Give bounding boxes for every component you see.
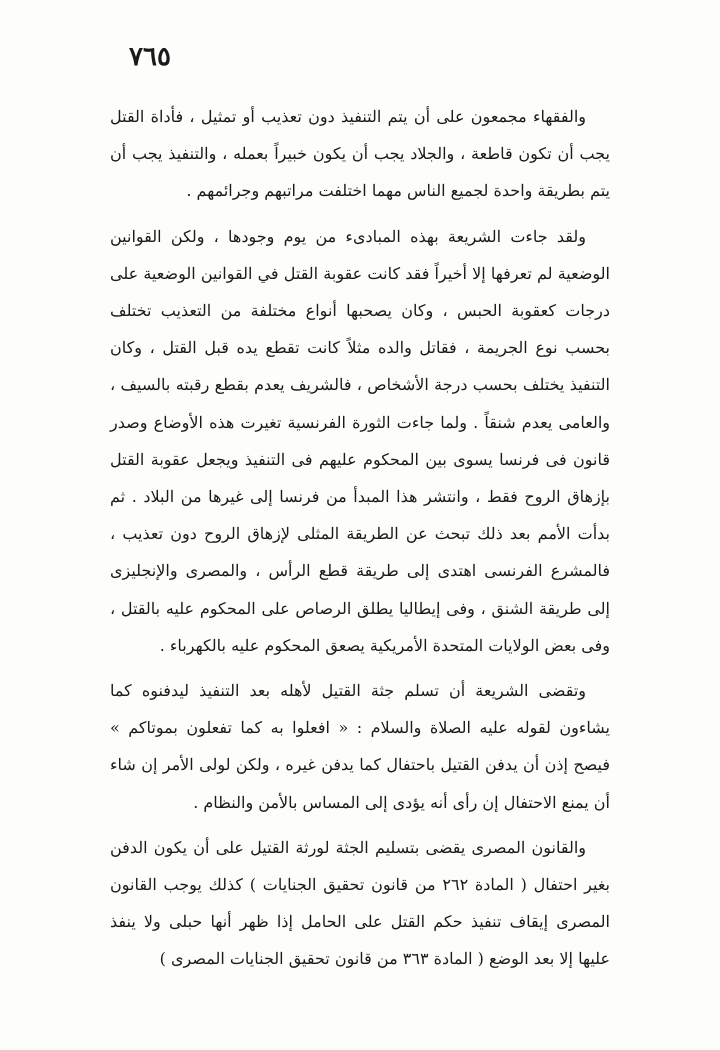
page-number: ٧٦٥ [129,42,171,72]
body-text [110,98,610,986]
paragraph-4: والقانون المصرى يقضى بتسليم الجثة لورثة القتيل على أن يكون الدفن بغير احتفال ( المادة ٢٦٢ من قانون تحقيق الجنايات ) كذلك يوجب القانون المصرى إيقاف تنفيذ حكم القتل على الحامل إذا ظهر أنها حبلى ولا ينفذ عليها إلا بعد الوضع ( المادة ٣٦٣ من قانون تحقيق الجنايات المصرى ) [110,837,611,969]
paragraph-3: وتقضى الشريعة أن تسلم جثة القتيل لأهله بعد التنفيذ ليدفنوه كما يشاءون لقوله عليه الصلاة والسلام : « افعلوا به كما تفعلون بموتاكم » فيصح إذن أن يدفن القتيل باحتفال كما يدفن غيره ، ولكن لولى الأمر إن شاء أن يمنع الاحتفال إن رأى أنه يؤدى إلى المساس بالأمن والنظام . [110,681,610,812]
paragraph-2: ولقد جاءت الشريعة بهذه المبادىء من يوم وجودها ، ولكن القوانين الوضعية لم تعرفها إلا أخيراً فقد كانت عقوبة القتل في القوانين الوضعية على درجات كعقوبة الحبس ، وكان يصحبها أنواع مختلفة من التعذيب تختلف بحسب نوع الجريمة ، فقاتل والده مثلاً كانت تقطع يده قبل القتل ، وكان التنفيذ يختلف بحسب درجة الأشخاص ، فالشريف يعدم بقطع رقبته بالسيف ، والعامى يعدم شنقاً . ولما جاءت الثورة الفرنسية تغيرت هذه الأوضاع وصدر قانون فى فرنسا يسوى بين المحكوم عليهم فى التنفيذ ويجعل عقوبة القتل بإزهاق الروح فقط ، وانتشر هذا المبدأ من فرنسا إلى غيرها من البلاد . ثم بدأت الأمم بعد ذلك تبحث عن الطريقة المثلى لإزهاق الروح دون تعذيب ، فالمشرع الفرنسى اهتدى إلى طريقة قطع الرأس ، والمصرى والإنجليزى إلى طريقة الشنق ، وفى إيطاليا يطلق الرصاص على المحكوم عليه بالقتل ، وفى بعض الولايات المتحدة الأمريكية يصعق المحكوم عليه بالكهرباء . [110,226,610,655]
paragraph-1: والفقهاء مجمعون على أن يتم التنفيذ دون تعذيب أو تمثيل ، فأداة القتل يجب أن تكون قاطعة ، والجلاد يجب أن يكون خبيراً بعمله ، والتنفيذ يجب أن يتم بطريقة واحدة لجميع الناس مهما اختلفت مراتبهم وجرائمهم . [110,107,610,201]
